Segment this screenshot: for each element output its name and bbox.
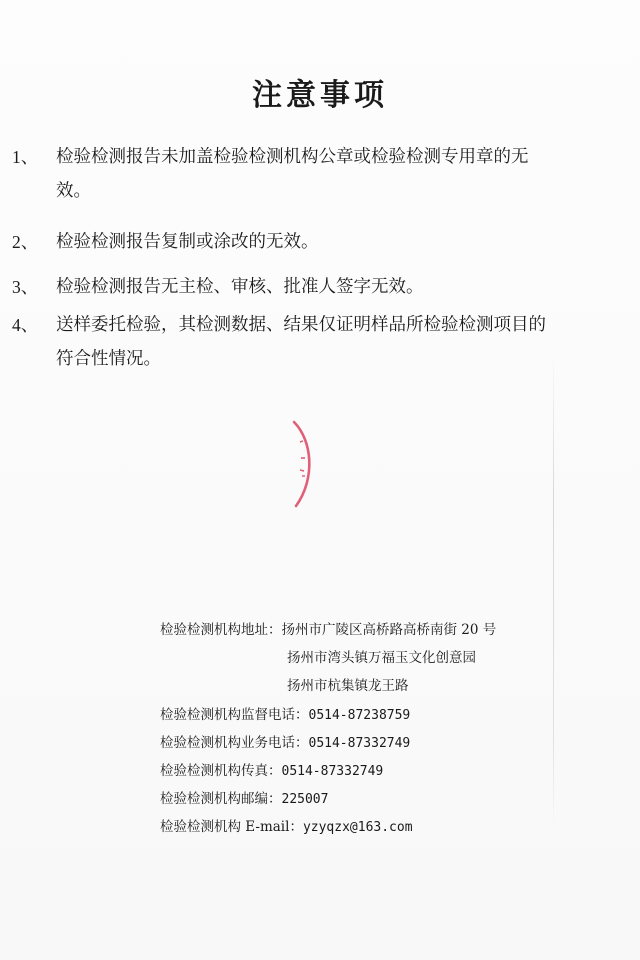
- page-edge-shadow: [553, 350, 554, 830]
- postcode-row: [160, 789, 328, 810]
- seal-stamp-fragment: [282, 418, 322, 510]
- postcode-value: 225007: [281, 792, 329, 807]
- business-phone-value: 0514-87332749: [308, 736, 411, 751]
- note-text: 检验检测报告复制或涂改的无效。: [56, 232, 319, 252]
- note-text: 检验检测报告无主检、审核、批准人签字无效。: [56, 277, 424, 297]
- note-number: 4、: [12, 315, 39, 335]
- fax-label: 检验检测机构传真：: [160, 763, 282, 779]
- address-line-1: 扬州市广陵区高桥路高桥南街 20 号: [281, 622, 497, 638]
- fax-value: 0514-87332749: [281, 764, 384, 779]
- address-row: [160, 620, 496, 640]
- page-title: 注意事项: [252, 78, 388, 113]
- supervision-phone-row: [160, 705, 410, 726]
- address-label: 检验检测机构地址：: [160, 622, 282, 638]
- business-phone-label: 检验检测机构业务电话：: [160, 735, 309, 751]
- business-phone-row: [160, 733, 410, 754]
- address-line-2: 扬州市湾头镇万福玉文化创意园: [287, 650, 476, 666]
- email-row: [160, 817, 413, 838]
- note-number: 1、: [12, 147, 39, 167]
- email-label: 检验检测机构 E-mail：: [160, 819, 303, 835]
- note-text: 送样委托检验，其检测数据、结果仅证明样品所检验检测项目的符合性情况。: [56, 315, 546, 369]
- address-line-3: 扬州市杭集镇龙王路: [287, 678, 409, 694]
- note-text: 检验检测报告未加盖检验检测机构公章或检验检测专用章的无效。: [56, 147, 529, 201]
- supervision-phone-value: 0514-87238759: [308, 708, 411, 723]
- note-number: 3、: [12, 277, 39, 297]
- postcode-label: 检验检测机构邮编：: [160, 791, 282, 807]
- note-number: 2、: [12, 232, 39, 252]
- supervision-phone-label: 检验检测机构监督电话：: [160, 707, 309, 723]
- fax-row: [160, 761, 383, 782]
- email-value: yzyqzx@163.com: [302, 820, 413, 835]
